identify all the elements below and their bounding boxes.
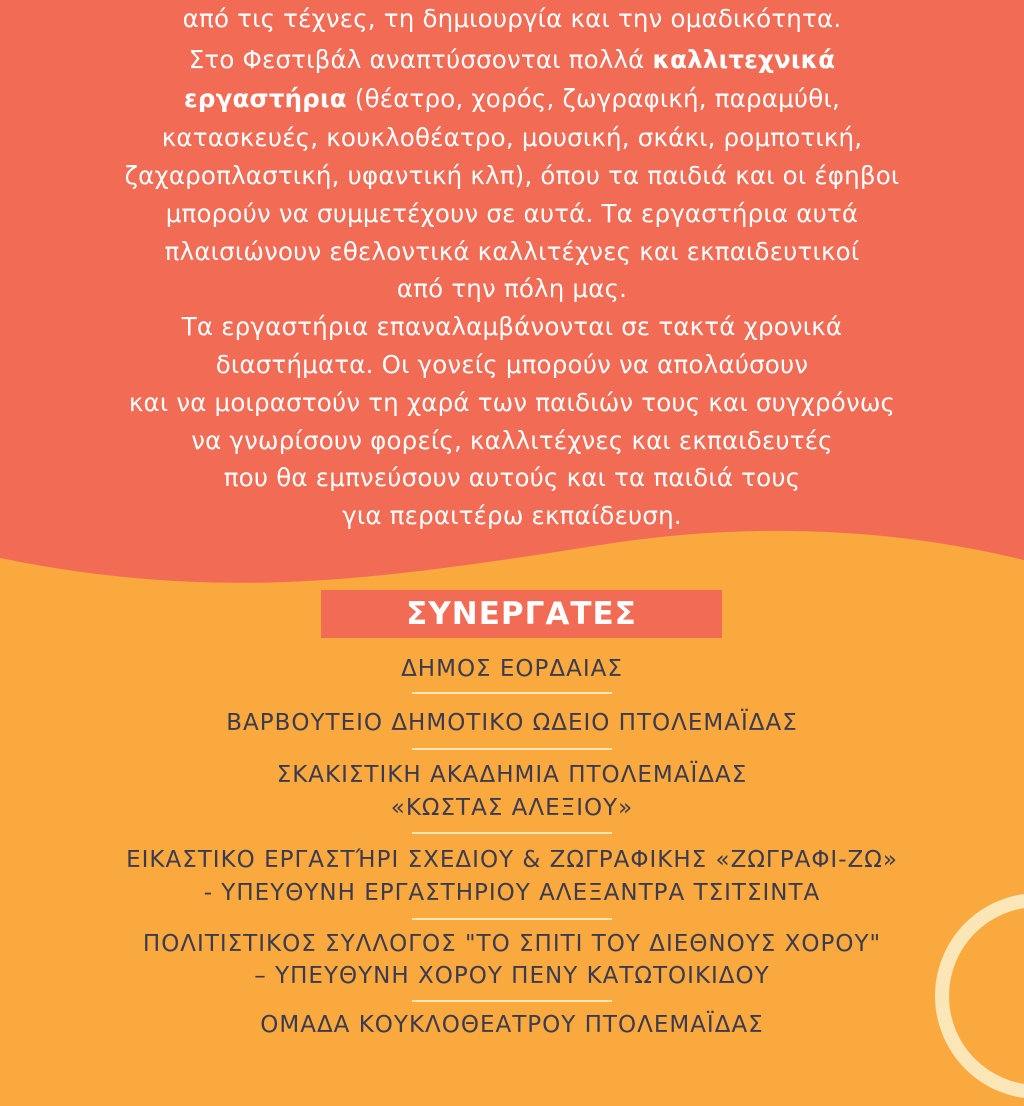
- partners-heading: ΣΥΝΕΡΓΑΤΕΣ: [406, 596, 637, 632]
- partner-line: ΠΟΛΙΤΙΣΤΙΚΟΣ ΣΥΛΛΟΓΟΣ "ΤΟ ΣΠΙΤΙ ΤΟΥ ΔΙΕΘΝΟΥΣ ΧΟΡΟΥ": [142, 931, 882, 957]
- partner-divider: [412, 832, 612, 834]
- intro-line: διαστήματα. Οι γονείς μπορούν να απολαύσουν: [215, 350, 809, 379]
- intro-line: κατασκευές, κουκλοθέατρο, μουσική, σκάκι, ρομποτική,: [161, 123, 863, 152]
- intro-line: μπορούν να συμμετέχουν σε αυτά. Τα εργαστήρια αυτά: [165, 199, 859, 228]
- partner-line: «ΚΩΣΤΑΣ ΑΛΕΞΙΟΥ»: [390, 795, 634, 821]
- partner-line: ΒΑΡΒΟΥΤΕΙΟ ΔΗΜΟΤΙΚΟ ΩΔΕΙΟ ΠΤΟΛΕΜΑΪΔΑΣ: [226, 710, 798, 736]
- intro-line: Στο Φεστιβάλ αναπτύσσονται πολλά καλλιτεχνικά: [188, 45, 836, 74]
- intro-line: και να μοιραστούν τη χαρά των παιδιών τους και συγχρόνως: [128, 388, 896, 417]
- partner-line: ΔΗΜΟΣ ΕΟΡΔΑΙΑΣ: [401, 656, 623, 682]
- partner-line: ΕΙΚΑΣΤΙΚΟ ΕΡΓΑΣΤΉΡΙ ΣΧΕΔΙΟΥ & ΖΩΓΡΑΦΙΚΗΣ «ΖΩΓΡΑΦΙ-ΖΩ»: [126, 847, 898, 873]
- partner-divider: [412, 918, 612, 920]
- intro-line: πλαισιώνουν εθελοντικά καλλιτέχνες και εκπαιδευτικοί: [164, 237, 860, 266]
- intro-line: για περαιτέρω εκπαίδευση.: [342, 501, 682, 530]
- partner-line: - ΥΠΕΥΘΥΝΗ ΕΡΓΑΣΤΗΡΙΟΥ ΑΛΕΞΑΝΤΡΑ ΤΣΙΤΣΙΝΤΑ: [203, 880, 821, 906]
- partner-line: ΟΜΑΔΑ ΚΟΥΚΛΟΘΕΑΤΡΟΥ ΠΤΟΛΕΜΑΪΔΑΣ: [260, 1012, 764, 1038]
- intro-line: εργαστήρια (θέατρο, χορός, ζωγραφική, παραμύθι,: [184, 84, 840, 113]
- intro-line: ζαχαροπλαστική, υφαντική κλπ), όπου τα παιδιά και οι έφηβοι: [124, 161, 900, 190]
- intro-line: Τα εργαστήρια επαναλαμβάνονται σε τακτά χρονικά: [181, 312, 843, 341]
- partner-divider: [412, 1000, 612, 1002]
- partner-line: ΣΚΑΚΙΣΤΙΚΗ ΑΚΑΔΗΜΙΑ ΠΤΟΛΕΜΑΪΔΑΣ: [276, 762, 748, 788]
- intro-line: από τις τέχνες, τη δημιουργία και την ομαδικότητα.: [182, 4, 842, 33]
- partners-heading-box: [321, 590, 722, 638]
- decorative-ring: [928, 886, 1024, 1106]
- partner-divider: [412, 748, 612, 750]
- partner-line: – ΥΠΕΥΘΥΝΗ ΧΟΡΟΥ ΠΕΝΥ ΚΑΤΩΤΟΙΚΙΔΟΥ: [254, 963, 770, 989]
- intro-line: που θα εμπνεύσουν αυτούς και τα παιδιά τους: [223, 463, 801, 492]
- intro-line: από την πόλη μας.: [396, 274, 628, 303]
- intro-line: να γνωρίσουν φορείς, καλλιτέχνες και εκπαιδευτές: [191, 426, 833, 455]
- partner-divider: [412, 692, 612, 694]
